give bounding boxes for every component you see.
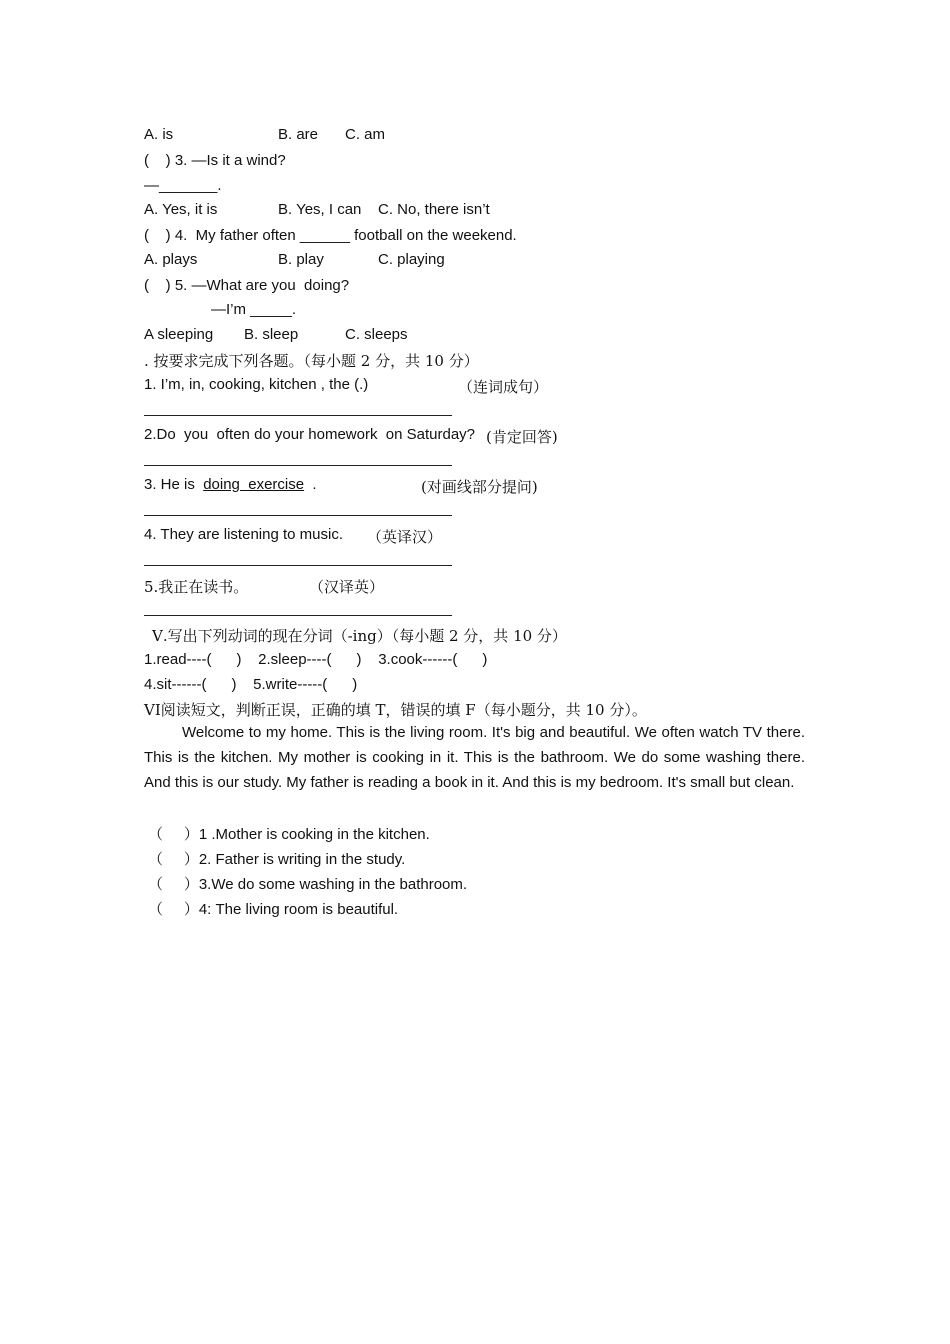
q2-option-c: C. am xyxy=(345,126,386,143)
s4-item3-answer-line xyxy=(144,515,452,516)
s4-item3-note: (对画线部分提问) xyxy=(421,478,538,496)
q5-stem: ( ) 5. —What are you doing? xyxy=(144,277,350,294)
s4-item1-text: 1. I’m, in, cooking, kitchen , the (.) xyxy=(144,376,369,393)
s4-item3-after: . xyxy=(304,476,317,493)
section6-heading: VI阅读短文，判断正误，正确的填 T，错误的填 F（每小题分，共 10 分）。 xyxy=(144,701,647,719)
reading-passage: Welcome to my home. This is the living room. It's big and beautiful. We often watch TV there. This is the kitchen. My mother is cooking in it. This is the bathroom. We do some washing there. And this is our study. My father is reading a book in it. And this is my bedroom. It's small but clean. xyxy=(144,724,805,791)
s4-item1-answer-line xyxy=(144,415,452,416)
section4-heading: . 按要求完成下列各题。（每小题 2 分，共 10 分） xyxy=(144,352,479,370)
s4-item4-answer-line xyxy=(144,565,452,566)
q4-option-a: A. plays xyxy=(144,251,198,268)
q4-option-c: C. playing xyxy=(378,251,445,268)
q3-option-b: B. Yes, I can xyxy=(278,201,362,218)
s4-item2-answer-line xyxy=(144,465,452,466)
q2-option-a: A. is xyxy=(144,126,174,143)
s4-item3-underlined: doing exercise xyxy=(203,476,305,493)
s4-item2-text: 2.Do you often do your homework on Saturday? xyxy=(144,426,476,443)
tf-question-1: （ ）1 .Mother is cooking in the kitchen. xyxy=(148,826,430,843)
q5-option-c: C. sleeps xyxy=(345,326,408,343)
s4-item2-note: (肯定回答) xyxy=(486,428,558,446)
tf-question-3: （ ）3.We do some washing in the bathroom. xyxy=(148,876,468,893)
s4-item5-text: 5.我正在读书。 xyxy=(144,578,249,596)
s4-item4-text: 4. They are listening to music. xyxy=(144,526,343,543)
q3-option-a: A. Yes, it is xyxy=(144,201,218,218)
section5-heading: Ⅴ.写出下列动词的现在分词（-ing）（每小题 2 分，共 10 分） xyxy=(152,627,567,645)
q4-stem: ( ) 4. My father often ______ football on the weekend. xyxy=(144,227,517,244)
q3-answer-line: —_______. xyxy=(144,177,222,194)
s4-item5-note: （汉译英） xyxy=(309,578,385,596)
section5-row1: 1.read----( ) 2.sleep----( ) 3.cook------( ) xyxy=(144,651,488,668)
q3-option-c: C. No, there isn’t xyxy=(378,201,490,218)
q5-answer-line: —I’m _____. xyxy=(211,301,297,318)
s4-item5-answer-line xyxy=(144,615,452,616)
q5-option-b: B. sleep xyxy=(244,326,299,343)
q4-option-b: B. play xyxy=(278,251,324,268)
q5-option-a: A sleeping xyxy=(144,326,214,343)
q2-option-b: B. are xyxy=(278,126,319,143)
tf-question-4: （ ）4: The living room is beautiful. xyxy=(148,901,399,918)
s4-item3-text xyxy=(144,476,317,493)
tf-question-2: （ ）2. Father is writing in the study. xyxy=(148,851,406,868)
q3-stem: ( ) 3. —Is it a wind? xyxy=(144,152,286,169)
s4-item3-before: 3. He is xyxy=(144,476,204,493)
s4-item4-note: （英译汉） xyxy=(367,528,443,546)
s4-item1-note: （连词成句） xyxy=(458,378,549,396)
section5-row2: 4.sit------( ) 5.write-----( ) xyxy=(144,676,358,693)
